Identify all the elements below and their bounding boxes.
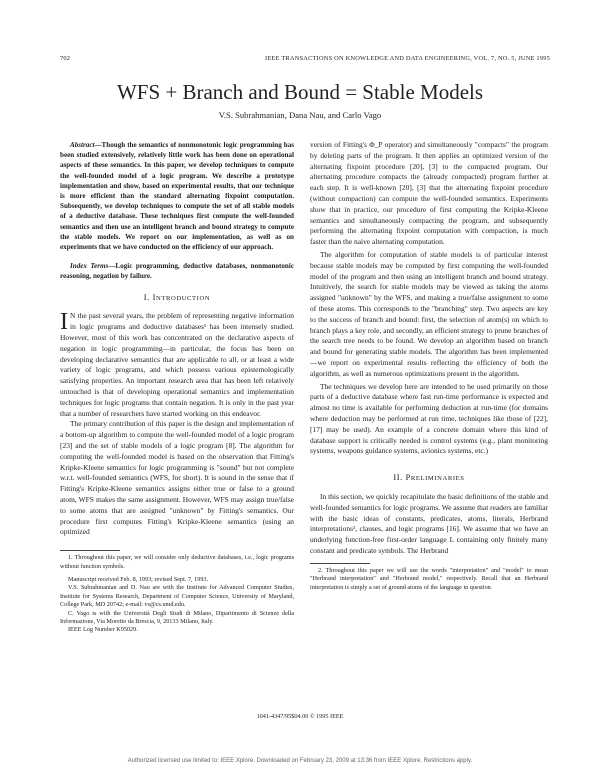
authorized-use-notice: Authorized licensed use limited to: IEEE Xplore. Downloaded on February 23, 2009 at 13:36 from IEEE Xplore. Restrictions apply. (127, 758, 473, 764)
journal-header: IEEE TRANSACTIONS ON KNOWLEDGE AND DATA ENGINEERING, VOL. 7, NO. 5, JUNE 1995 (265, 55, 550, 62)
index-terms (60, 261, 294, 281)
affiliation-2: C. Vago is with the Università Degli Studi di Milano, Dipartimento di Scienze della Informazione, Via Moretto da Brescia, 9, 20133 Milano, Italy. (60, 609, 294, 626)
right-paragraph-2: The algorithm for computation of stable models is of particular interest because stable models may be computed by first computing the well-founded model of the program and then using an intelligent branch and bound strategy. Intuitively, the search for stable models may be viewed as taking the atoms assigned "unknown" by the WFS, and making a true/false assignment to some of these atoms. This corresponds to the "branching" step. Two aspects are key to the success of branch and bound: first, the selection of atom(s) on which to branch plays a key role, and secondly, an efficient strategy to prune branches of the search tree needs to be found. We develop an algorithm based on branch and bound for generating stable models. The algorithm has been implemented—we report on experimental results reflecting the efficiency of both the algorithm, as well as numerous optimizations present in the algorithm. (310, 249, 548, 378)
footnote-rule (310, 563, 370, 564)
abstract-label: Abstract (70, 141, 95, 149)
footnotes-right (310, 563, 548, 592)
drop-cap: I (60, 309, 68, 336)
section-heading-preliminaries (310, 473, 548, 485)
affiliation-1: V.S. Subrahmanian and D. Nau are with the Institute for Advanced Computer Studies, Institute for Systems Research, Department of Computer Science, University of Maryland, College Park, MD 20742; e-mail: vs@cs.umd.edu. (60, 584, 294, 609)
footnote-2: 2. Throughout this paper we will use the words "interpretation" and "model" to mean "Herbrand interpretation" and "Herbrand model," respectively. Recall that an Herbrand interpretation is simply a set of ground atoms of the language in question. (310, 566, 548, 591)
paper-title: WFS + Branch and Bound = Stable Models (116, 80, 484, 104)
paper-authors: V.S. Subrahmanian, Dana Nau, and Carlo Vago (218, 110, 382, 120)
intro-paragraph-2: The primary contribution of this paper is the design and implementation of a bottom-up algorithm to compute the well-founded model of a logic program [23] and the set of stable models of a logic program [8]. The algorithm for computing the well-founded model is based on the observation that Fitting's Kripke-Kleene semantics for logic programming is "sound" but not complete w.r.t. well-founded semantics (WFS, for short). It is sound in the sense that if Fitting's Kripke-Kleene semantics assigns either true or false to a ground atom, WFS makes the same assignment. However, WFS may assign true/false to some atoms that are assigned "unknown" by Fitting's semantics. Our procedure first computes Fitting's Kripke-Kleene semantics (using an optimized (60, 419, 294, 537)
running-header (60, 55, 550, 67)
footnote-rule (60, 550, 120, 551)
section-title-initial: P (405, 473, 411, 483)
section-numeral: I. (143, 292, 150, 302)
left-column (60, 140, 294, 635)
section-numeral: II. (393, 473, 403, 483)
intro-p1-text: N the past several years, the problem of representing negative information in logic programs and deductive databases¹ has been intensely studied. However, most of this work has concentrated on the declarative aspects of negation in logic programming—in particular, the focus has been on developing declarative semantics that are applicable to all, or at least a wide variety of logic programs, and which possess various epistemologically satisfying properties. An important research area that has been left relatively untouched is that of developing operational semantics and implementation techniques for logic programs that contain negation. It is only in the past year that a number of researchers have started working on this endeavor. (60, 311, 294, 418)
copyright-notice: 1041-4347/95$04.00 © 1995 IEEE (256, 713, 344, 720)
ieee-log-number: IEEE Log Number K95029. (68, 626, 138, 634)
index-terms-text: —Logic programming, deductive databases, nonmonotonic reasoning, negation by failure. (60, 262, 294, 281)
section-title-rest: RELIMINARIES (410, 475, 465, 483)
footnote-1: 1. Throughout this paper, we will consider only deductive databases, i.e., logic programs without function symbols. (60, 554, 294, 570)
footnotes-left (60, 550, 294, 635)
intro-paragraph-1 (60, 311, 294, 419)
right-paragraph-3: The techniques we develop here are intended to be used primarily on those parts of a deductive database where fast run-time performance is expected and almost no time is available for performing deduction at run-time (for domains where deduction may be performed at run time, techniques like those of [22], [17] may be used). An example of a concrete domain where this kind of database support is critically needed is control systems (e.g., plant monitoring systems, weapons guidance systems, avionics systems, etc.) (310, 381, 548, 456)
index-terms-label: Index Terms (70, 262, 109, 271)
page-number: 702 (60, 55, 71, 62)
section-title-initial: I (152, 292, 156, 302)
right-column (310, 140, 548, 592)
section-heading-introduction (60, 293, 294, 305)
manuscript-received: Manuscript received Feb. 8, 1993; revised Sept. 7, 1993. (68, 575, 209, 583)
abstract (60, 140, 294, 252)
prelim-paragraph-1: In this section, we quickly recapitulate the basic definitions of the stable and well-founded semantics for logic programs. We assume that readers are familiar with the basic ideas of constants, predicates, atoms, literals, Herbrand interpretations², clauses, and logic programs [16]. We assume that we have an underlying function-free first-order language L containing only finitely many constant and predicate symbols. The Herbrand (310, 491, 548, 555)
section-title-rest: NTRODUCTION (155, 294, 211, 302)
right-paragraph-1: version of Fitting's Φ_P operator) and simultaneously "compacts" the program by deleting parts of the program. It then applies an optimized version of the alternating fixpoint procedure [20], [3] to the compacted program. Our alternating procedure compacts the (already compacted) program further at each step. It is well-known [20], [3] that the alternating fixpoint procedure (without compaction) can compute the well-founded semantics. Experiments show that in practice, our procedure of first computing the Kripke-Kleene semantics and simultaneously compacting the program, and subsequently performing the alternating fixpoint computation with compaction, is much faster than the naive alternating computation. (310, 140, 548, 247)
abstract-text: —Though the semantics of nonmonotonic logic programming has been studied extensively, relatively little work has been done on operational aspects of these semantics. In this paper, we develop techniques to compute the well-founded model of a logic program. We describe a prototype implementation and show, based on experimental results, that our technique is more efficient than the standard alternating fixpoint computation. Subsequently, we develop techniques to compute the set of all stable models of a deductive database. These techniques first compute the well-founded semantics and then use an intelligent branch and bound strategy to compute the stable models. We report on our implementation, as well as on experiments that we have conducted on the efficiency of our approach. (60, 141, 294, 252)
